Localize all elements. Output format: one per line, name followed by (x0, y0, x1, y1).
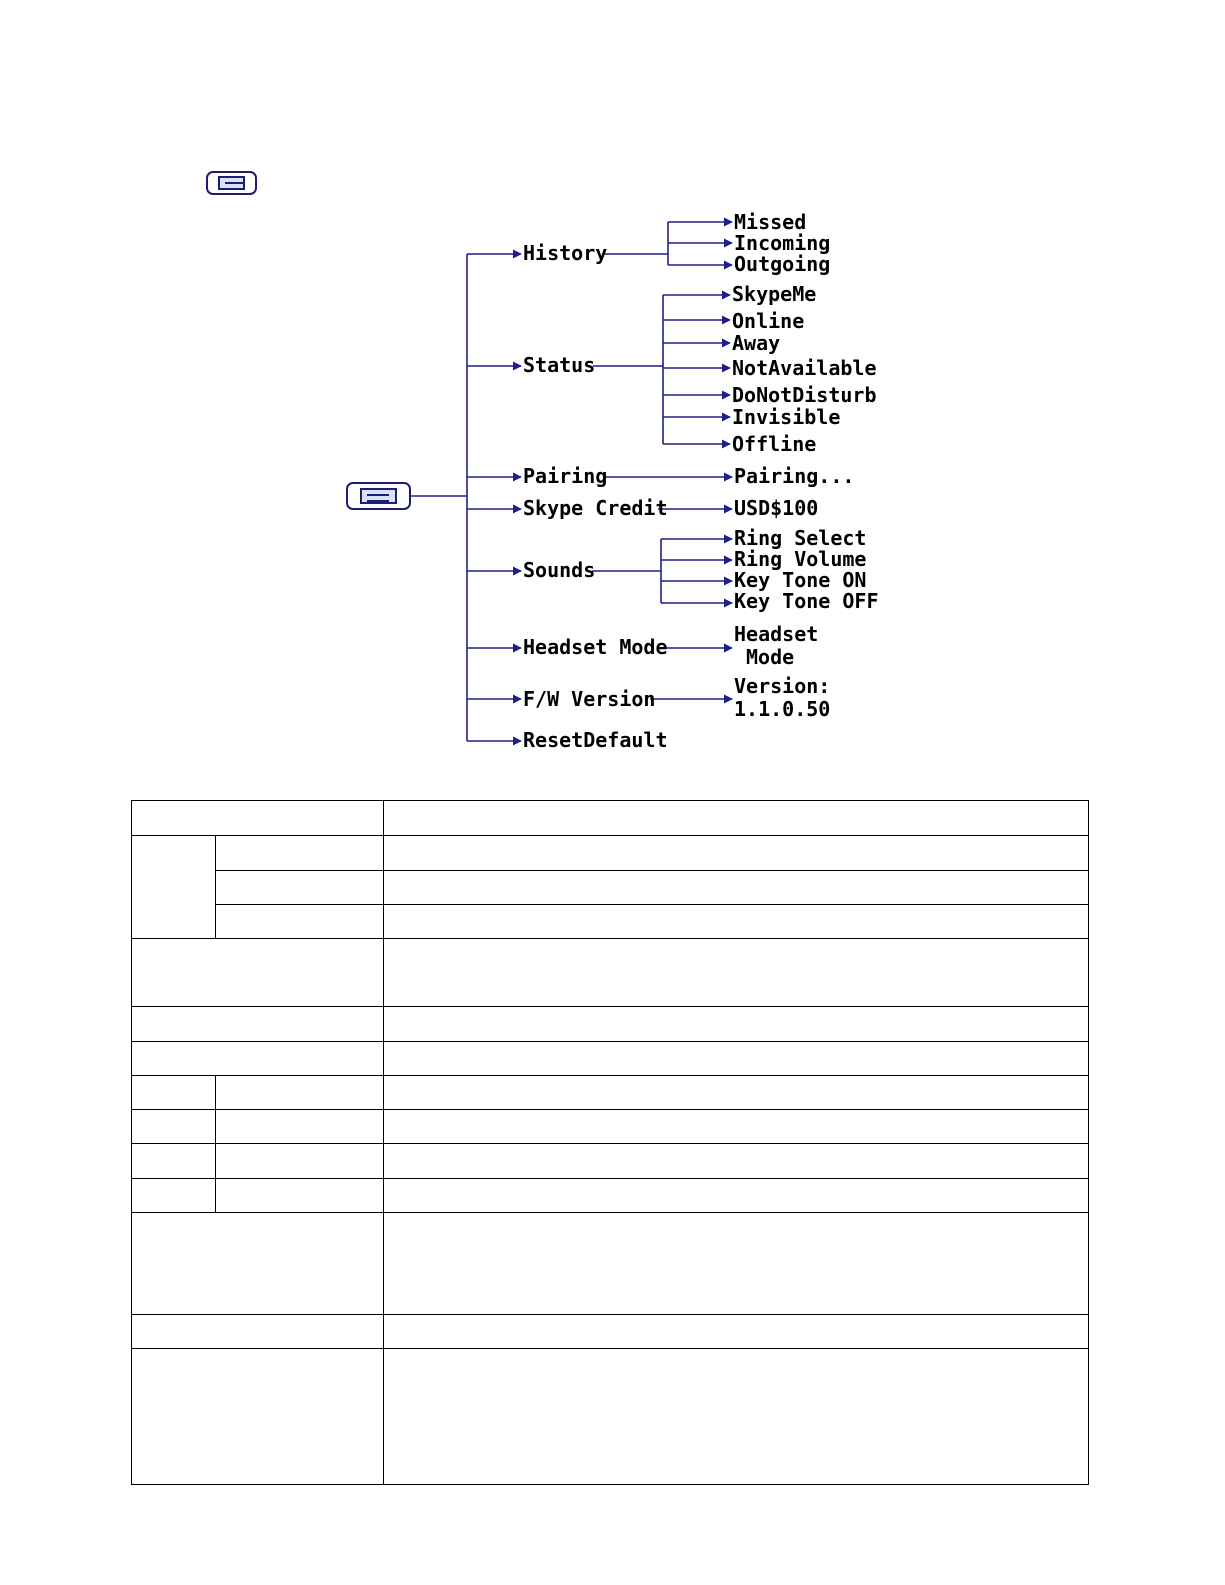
table-cell (132, 1042, 384, 1076)
settings-table (131, 800, 1089, 1485)
submenu-item-missed: Missed (734, 210, 807, 234)
table-cell (384, 1315, 1089, 1349)
table-row (132, 1042, 1089, 1076)
menu-item-status: Status (523, 353, 596, 377)
table-cell (384, 1007, 1089, 1042)
table-cell (132, 1349, 384, 1485)
submenu-item-invisible: Invisible (732, 405, 841, 429)
table-row (132, 1213, 1089, 1315)
table-cell (132, 1179, 216, 1213)
menu-item-sounds: Sounds (523, 558, 596, 582)
table-cell (216, 905, 384, 939)
result-headset-mode-line2: Mode (746, 645, 795, 669)
table-cell (384, 905, 1089, 939)
table-cell (216, 871, 384, 905)
submenu-item-skypeme: SkypeMe (732, 282, 817, 306)
table-row (132, 1144, 1089, 1179)
submenu-item-outgoing: Outgoing (734, 252, 831, 276)
table-row (132, 836, 1089, 871)
table-row (132, 1349, 1089, 1485)
menu-tree-diagram (0, 0, 1225, 780)
table-cell (384, 1144, 1089, 1179)
table-row (132, 1315, 1089, 1349)
table-row (132, 871, 1089, 905)
menu-item-reset-default: ResetDefault (523, 728, 668, 752)
table-cell (384, 836, 1089, 871)
table-cell (216, 1076, 384, 1110)
submenu-item-key-tone-off: Key Tone OFF (734, 589, 879, 613)
table-cell (132, 1076, 216, 1110)
table-cell (384, 1076, 1089, 1110)
table-row (132, 1076, 1089, 1110)
result-version-line1: Version: (734, 674, 831, 698)
result-headset-mode-line1: Headset (734, 622, 819, 646)
table-row (132, 801, 1089, 836)
result-pairing: Pairing... (734, 464, 855, 488)
menu-item-skype-credit: Skype Credit (523, 496, 668, 520)
menu-item-headset-mode: Headset Mode (523, 635, 668, 659)
table-cell (132, 1144, 216, 1179)
table-cell (384, 801, 1089, 836)
submenu-item-incoming: Incoming (734, 231, 831, 255)
table-cell (216, 1144, 384, 1179)
table-cell (384, 1179, 1089, 1213)
table-row (132, 1179, 1089, 1213)
table-cell (132, 836, 216, 939)
table-cell (216, 1179, 384, 1213)
table-cell (384, 1213, 1089, 1315)
submenu-item-donotdisturb: DoNotDisturb (732, 383, 877, 407)
menu-item-history: History (523, 241, 608, 265)
table-cell (132, 939, 384, 1007)
result-version-line2: 1.1.0.50 (734, 697, 831, 721)
table-cell (132, 801, 384, 836)
table-cell (384, 939, 1089, 1007)
table-cell (132, 1315, 384, 1349)
table-row (132, 905, 1089, 939)
submenu-item-key-tone-on: Key Tone ON (734, 568, 867, 592)
table-cell (132, 1110, 216, 1144)
submenu-item-offline: Offline (732, 432, 817, 456)
table-cell (216, 836, 384, 871)
table-cell (384, 1349, 1089, 1485)
table-cell (132, 1213, 384, 1315)
table-cell (384, 1110, 1089, 1144)
table-cell (132, 1007, 384, 1042)
submenu-item-notavailable: NotAvailable (732, 356, 877, 380)
table-row (132, 939, 1089, 1007)
table-row (132, 1110, 1089, 1144)
table-cell (384, 871, 1089, 905)
menu-item-fw-version: F/W Version (523, 687, 656, 711)
submenu-item-away: Away (732, 331, 781, 355)
menu-item-pairing: Pairing (523, 464, 608, 488)
table-row (132, 1007, 1089, 1042)
submenu-item-ring-volume: Ring Volume (734, 547, 867, 571)
table-cell (216, 1110, 384, 1144)
submenu-item-ring-select: Ring Select (734, 526, 867, 550)
table-cell (384, 1042, 1089, 1076)
result-credit: USD$100 (734, 496, 819, 520)
submenu-item-online: Online (732, 309, 805, 333)
